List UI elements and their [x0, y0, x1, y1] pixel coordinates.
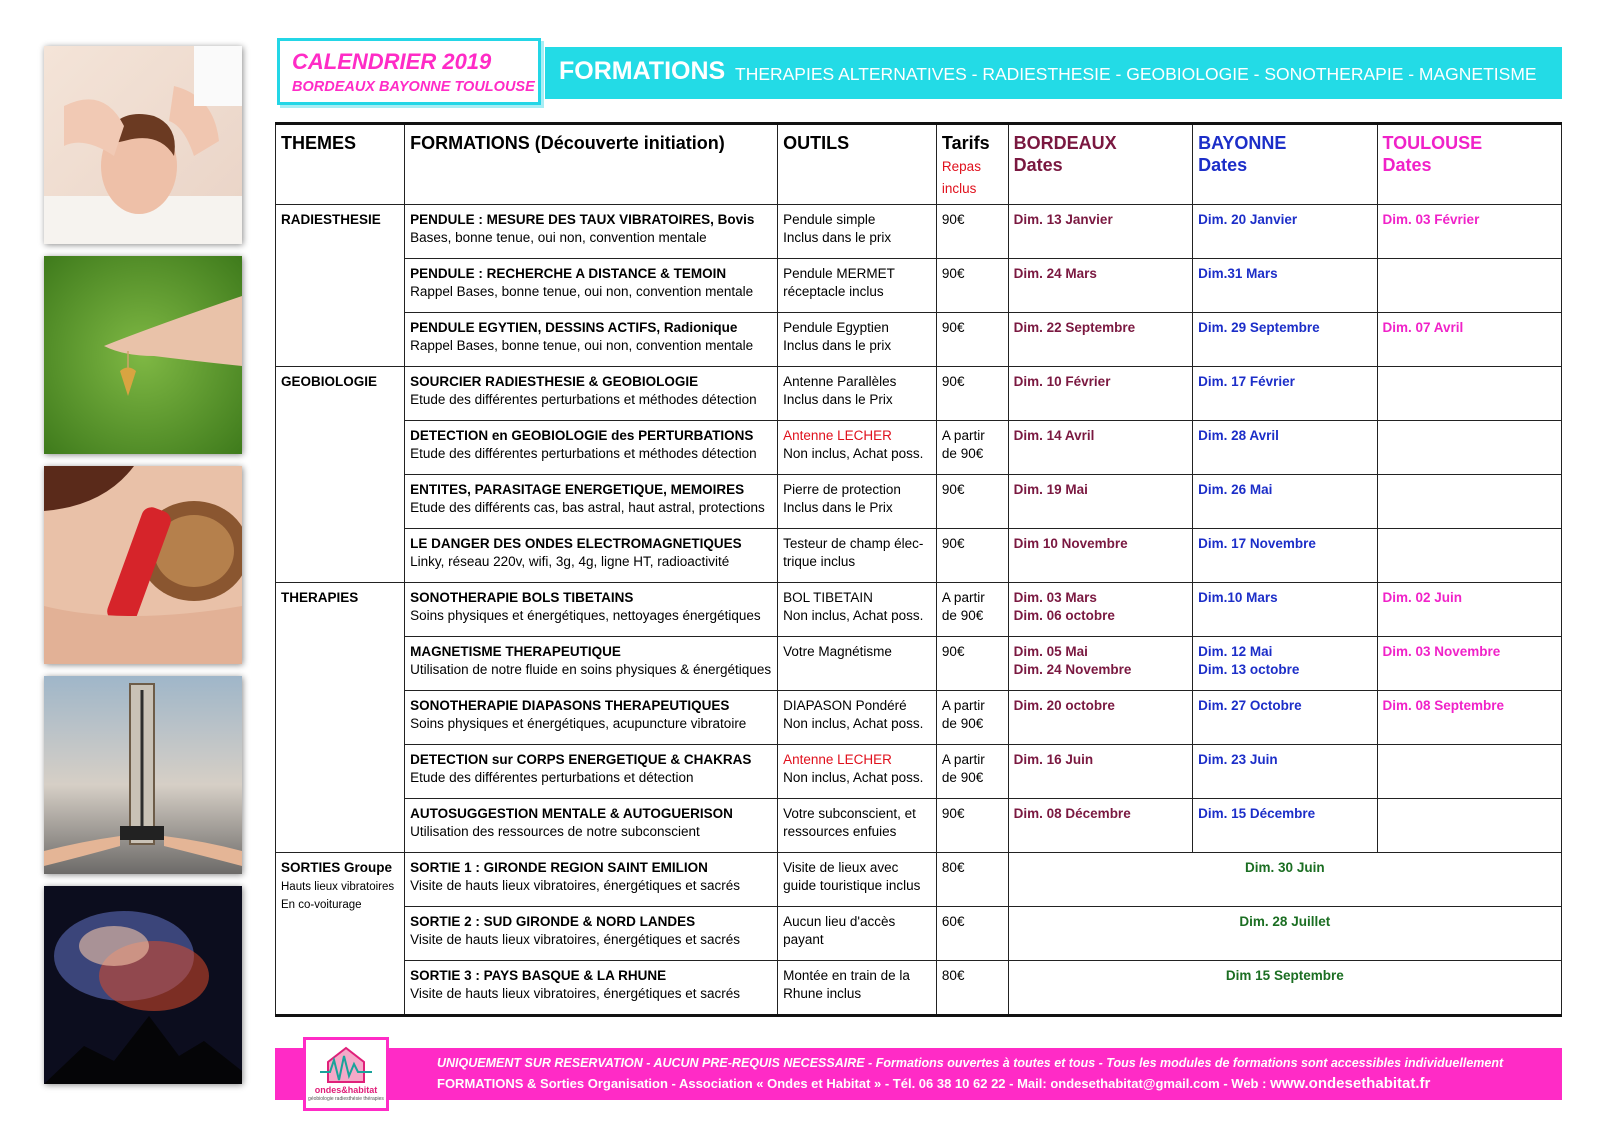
- bayonne-date-cell: [1193, 313, 1377, 367]
- table-row: [276, 637, 1562, 691]
- theme-geobiologie-label: GEOBIOLOGIE: [281, 374, 378, 389]
- tool-note: Non inclus, Achat poss.: [783, 608, 924, 623]
- price-value: A partir: [941, 428, 985, 443]
- header-toulouse-label: TOULOUSE: [1382, 133, 1483, 153]
- bayonne-date-cell: [1193, 529, 1377, 583]
- table-row: [276, 259, 1562, 313]
- footer-banner: [275, 1048, 1562, 1100]
- price-value: 90€: [941, 212, 965, 227]
- tool-name: Antenne LECHER: [783, 752, 892, 767]
- ondes-habitat-logo: [303, 1037, 389, 1111]
- bordeaux-date-cell: [1008, 205, 1192, 259]
- bayonne-date: Dim. 23 Juin: [1198, 752, 1278, 767]
- formation-cell: [405, 691, 778, 745]
- formation-desc: Etude des différentes perturbations et méthodes détection: [410, 392, 757, 407]
- toulouse-date: Dim. 08 Septembre: [1382, 698, 1505, 713]
- price-cell: [936, 421, 1008, 475]
- formation-title: AUTOSUGGESTION MENTALE & AUTOGUERISON: [410, 806, 733, 821]
- bayonne-date-cell: [1193, 637, 1377, 691]
- bayonne-date: Dim.31 Mars: [1198, 266, 1278, 281]
- price-value: 90€: [941, 320, 965, 335]
- table-row: [276, 799, 1562, 853]
- sortie-date: Dim. 30 Juin: [1245, 860, 1325, 875]
- sortie-desc: Visite de hauts lieux vibratoires, énergétiques et sacrés: [410, 878, 741, 893]
- logo-name: ondes&habitat: [314, 1085, 378, 1095]
- tool-cell: [778, 691, 937, 745]
- formation-title: DETECTION sur CORPS ENERGETIQUE & CHAKRAS: [410, 752, 752, 767]
- theme-sorties-note-2: En co-voiturage: [281, 899, 362, 911]
- tool-note: Inclus dans le Prix: [783, 392, 893, 407]
- table-row: [276, 475, 1562, 529]
- bordeaux-date: Dim 10 Novembre: [1013, 536, 1128, 551]
- price-cell: [936, 259, 1008, 313]
- price-cell: [936, 529, 1008, 583]
- toulouse-date: Dim. 02 Juin: [1382, 590, 1463, 605]
- formation-desc: Rappel Bases, bonne tenue, oui non, convention mentale: [410, 284, 754, 299]
- formation-cell: [405, 313, 778, 367]
- toulouse-date-cell: [1377, 799, 1561, 853]
- bordeaux-date: Dim. 08 Décembre: [1013, 806, 1131, 821]
- price-cell: [936, 205, 1008, 259]
- sortie-cell: [405, 853, 778, 907]
- sortie-desc: Visite de hauts lieux vibratoires, énergétiques et sacrés: [410, 986, 741, 1001]
- toulouse-date-cell: [1377, 637, 1561, 691]
- sortie-price: 80€: [941, 968, 965, 983]
- formation-title: SONOTHERAPIE DIAPASONS THERAPEUTIQUES: [410, 698, 730, 713]
- bordeaux-date: Dim. 24 Mars: [1013, 266, 1097, 281]
- bordeaux-date: Dim. 22 Septembre: [1013, 320, 1136, 335]
- toulouse-date-cell: [1377, 745, 1561, 799]
- sortie-cell: [405, 961, 778, 1016]
- formation-title: PENDULE : RECHERCHE A DISTANCE & TEMOIN: [410, 266, 727, 281]
- toulouse-date-cell: [1377, 259, 1561, 313]
- calendar-title: CALENDRIER 2019: [292, 49, 492, 74]
- sortie-desc: Visite de hauts lieux vibratoires, énergétiques et sacrés: [410, 932, 741, 947]
- sortie-tool: Visite de lieux avec: [783, 860, 899, 875]
- bayonne-date: Dim. 28 Avril: [1198, 428, 1279, 443]
- tool-name: Antenne LECHER: [783, 428, 892, 443]
- bayonne-date-2: Dim. 13 octobre: [1198, 662, 1300, 677]
- price-value: 90€: [941, 536, 965, 551]
- header-toulouse-dates: Dates: [1382, 155, 1432, 175]
- sortie-title: SORTIE 2 : SUD GIRONDE & NORD LANDES: [410, 914, 696, 929]
- header-bayonne-label: BAYONNE: [1198, 133, 1287, 153]
- price-cell: [936, 637, 1008, 691]
- bordeaux-date-cell: [1008, 799, 1192, 853]
- tool-note: Inclus dans le prix: [783, 338, 892, 353]
- photo-pendulum: [44, 256, 242, 454]
- header-bayonne-dates: Dates: [1198, 155, 1248, 175]
- formation-title: SOURCIER RADIESTHESIE & GEOBIOLOGIE: [410, 374, 699, 389]
- table-row: [276, 691, 1562, 745]
- bayonne-date-cell: [1193, 691, 1377, 745]
- bordeaux-date: Dim. 19 Mai: [1013, 482, 1088, 497]
- price-cell: [936, 475, 1008, 529]
- photo-singing-bowl: [44, 466, 242, 664]
- bordeaux-date: Dim. 13 Janvier: [1013, 212, 1113, 227]
- formation-desc: Rappel Bases, bonne tenue, oui non, convention mentale: [410, 338, 754, 353]
- footer-reservation-note: UNIQUEMENT SUR RESERVATION - AUCUN PRE-REQUIS NECESSAIRE - Formations ouvertes à toutes et tous - Tous les modules de formations sont accessibles individuellement: [437, 1056, 1504, 1070]
- formation-desc: Utilisation de notre fluide en soins physiques & énergétiques: [410, 662, 772, 677]
- tool-note: Non inclus, Achat poss.: [783, 446, 924, 461]
- formation-desc: Etude des différentes perturbations et méthodes détection: [410, 446, 757, 461]
- sortie-row: [276, 961, 1562, 1016]
- footer-contact: [437, 1075, 1430, 1092]
- sortie-row: [276, 853, 1562, 907]
- tool-note: Inclus dans le Prix: [783, 500, 893, 515]
- formation-desc: Soins physiques et énergétiques, nettoyages énergétiques: [410, 608, 761, 623]
- table-row: [276, 421, 1562, 475]
- formation-cell: [405, 205, 778, 259]
- bayonne-date-cell: [1193, 583, 1377, 637]
- sortie-tool-cell: [778, 907, 937, 961]
- tool-name: Votre Magnétisme: [783, 644, 892, 659]
- table-row: [276, 529, 1562, 583]
- bayonne-date-cell: [1193, 205, 1377, 259]
- formation-desc: Bases, bonne tenue, oui non, convention mentale: [410, 230, 707, 245]
- photo-massage: [44, 46, 242, 244]
- tool-cell: [778, 799, 937, 853]
- price-value: A partir: [941, 698, 985, 713]
- table-row: [276, 583, 1562, 637]
- formation-cell: [405, 745, 778, 799]
- tool-cell: [778, 259, 937, 313]
- price-cell: [936, 691, 1008, 745]
- toulouse-date-cell: [1377, 313, 1561, 367]
- price-value-2: de 90€: [941, 770, 984, 785]
- sortie-date: Dim 15 Septembre: [1225, 968, 1344, 983]
- price-value-2: de 90€: [941, 608, 984, 623]
- sortie-price: 60€: [941, 914, 965, 929]
- bayonne-date: Dim. 17 Novembre: [1198, 536, 1316, 551]
- price-value: 90€: [941, 644, 965, 659]
- sortie-title: SORTIE 3 : PAYS BASQUE & LA RHUNE: [410, 968, 667, 983]
- header-toulouse: [1377, 124, 1561, 205]
- bordeaux-date-cell: [1008, 691, 1192, 745]
- footer-website-link[interactable]: www.ondesethabitat.fr: [1270, 1075, 1431, 1092]
- bayonne-date: Dim. 17 Février: [1198, 374, 1295, 389]
- toulouse-date-cell: [1377, 421, 1561, 475]
- bordeaux-date-2: Dim. 06 octobre: [1013, 608, 1115, 623]
- header-tarifs: [936, 124, 1008, 205]
- sortie-price-cell: [936, 853, 1008, 907]
- formation-title: PENDULE EGYTIEN, DESSINS ACTIFS, Radionique: [410, 320, 738, 335]
- tool-cell: [778, 313, 937, 367]
- header-themes: THEMES: [276, 124, 405, 205]
- header-bordeaux-label: BORDEAUX: [1013, 133, 1117, 153]
- formation-title: SONOTHERAPIE BOLS TIBETAINS: [410, 590, 634, 605]
- formation-cell: [405, 637, 778, 691]
- tool-cell: [778, 367, 937, 421]
- header-outils: OUTILS: [778, 124, 937, 205]
- tool-name: Pendule Egyptien: [783, 320, 889, 335]
- tool-cell: [778, 637, 937, 691]
- sortie-date: Dim. 28 Juillet: [1239, 914, 1331, 929]
- tool-name: BOL TIBETAIN: [783, 590, 873, 605]
- theme-sorties-note: Hauts lieux vibratoires: [281, 881, 395, 893]
- formation-cell: [405, 583, 778, 637]
- bayonne-date-cell: [1193, 367, 1377, 421]
- price-value: A partir: [941, 752, 985, 767]
- theme-radiesthesie: [276, 205, 405, 367]
- sortie-price: 80€: [941, 860, 965, 875]
- formations-banner: [545, 47, 1562, 99]
- theme-sorties-label: SORTIES Groupe: [281, 860, 393, 875]
- price-cell: [936, 799, 1008, 853]
- formation-title: MAGNETISME THERAPEUTIQUE: [410, 644, 621, 659]
- theme-geobiologie: [276, 367, 405, 583]
- formation-cell: [405, 475, 778, 529]
- bayonne-date: Dim. 12 Mai: [1198, 644, 1273, 659]
- table-row: [276, 205, 1562, 259]
- tool-note: Inclus dans le prix: [783, 230, 892, 245]
- header-bordeaux-dates: Dates: [1013, 155, 1063, 175]
- sortie-title: SORTIE 1 : GIRONDE REGION SAINT EMILION: [410, 860, 708, 875]
- calendar-cities: BORDEAUX BAYONNE TOULOUSE: [292, 79, 535, 95]
- formation-desc: Etude des différentes perturbations et détection: [410, 770, 694, 785]
- photo-nebula: [44, 886, 242, 1084]
- schedule-table: [275, 122, 1562, 1017]
- formation-cell: [405, 799, 778, 853]
- sortie-tool-note: guide touristique inclus: [783, 878, 921, 893]
- header-bayonne: [1193, 124, 1377, 205]
- tool-cell: [778, 475, 937, 529]
- banner-main-title: FORMATIONS: [559, 57, 726, 85]
- theme-sorties: [276, 853, 405, 1016]
- tool-note: Non inclus, Achat poss.: [783, 716, 924, 731]
- sortie-date-cell: [1008, 961, 1561, 1016]
- bordeaux-date-cell: [1008, 475, 1192, 529]
- tool-cell: [778, 421, 937, 475]
- price-value-2: de 90€: [941, 716, 984, 731]
- photo-lecher-antenna: [44, 676, 242, 874]
- table-header-row: [276, 124, 1562, 205]
- bayonne-date: Dim. 27 Octobre: [1198, 698, 1302, 713]
- tool-name: Antenne Parallèles: [783, 374, 897, 389]
- tool-name: Testeur de champ élec-: [783, 536, 924, 551]
- bordeaux-date: Dim. 16 Juin: [1013, 752, 1094, 767]
- price-value: 90€: [941, 482, 965, 497]
- sortie-tool: Aucun lieu d'accès: [783, 914, 896, 929]
- table-row: [276, 313, 1562, 367]
- header-bordeaux: [1008, 124, 1192, 205]
- bayonne-date-cell: [1193, 745, 1377, 799]
- header-tarifs-label: Tarifs: [941, 133, 990, 153]
- sortie-price-cell: [936, 907, 1008, 961]
- price-cell: [936, 583, 1008, 637]
- bayonne-date: Dim. 20 Janvier: [1198, 212, 1298, 227]
- bayonne-date: Dim.10 Mars: [1198, 590, 1278, 605]
- tool-note: réceptacle inclus: [783, 284, 884, 299]
- formation-cell: [405, 367, 778, 421]
- formation-desc: Soins physiques et énergétiques, acupuncture vibratoire: [410, 716, 747, 731]
- toulouse-date-cell: [1377, 691, 1561, 745]
- bordeaux-date-cell: [1008, 637, 1192, 691]
- house-wave-icon: [306, 1042, 386, 1086]
- bayonne-date: Dim. 29 Septembre: [1198, 320, 1320, 335]
- bordeaux-date: Dim. 05 Mai: [1013, 644, 1088, 659]
- tool-cell: [778, 205, 937, 259]
- formation-title: DETECTION en GEOBIOLOGIE des PERTURBATIONS: [410, 428, 754, 443]
- sortie-date-cell: [1008, 907, 1561, 961]
- formation-desc: Linky, réseau 220v, wifi, 3g, 4g, ligne HT, radioactivité: [410, 554, 730, 569]
- bayonne-date-cell: [1193, 475, 1377, 529]
- theme-therapies-label: THERAPIES: [281, 590, 359, 605]
- bayonne-date: Dim. 26 Mai: [1198, 482, 1273, 497]
- tool-cell: [778, 745, 937, 799]
- price-value: 90€: [941, 374, 965, 389]
- sortie-tool-cell: [778, 853, 937, 907]
- price-value-2: de 90€: [941, 446, 984, 461]
- logo-subtitle: géobiologie radiesthésie thérapies: [308, 1096, 384, 1102]
- formation-cell: [405, 421, 778, 475]
- formation-title: PENDULE : MESURE DES TAUX VIBRATOIRES, Bovis: [410, 212, 755, 227]
- calendar-box: [277, 38, 541, 105]
- tool-name: DIAPASON Pondéré: [783, 698, 907, 713]
- toulouse-date: Dim. 07 Avril: [1382, 320, 1464, 335]
- banner-subtitle: THERAPIES ALTERNATIVES - RADIESTHESIE - GEOBIOLOGIE - SONOTHERAPIE - MAGNETISME: [735, 64, 1537, 84]
- bordeaux-date-cell: [1008, 529, 1192, 583]
- tool-name: Votre subconscient, et: [783, 806, 916, 821]
- header-formations: FORMATIONS (Découverte initiation): [405, 124, 778, 205]
- sortie-price-cell: [936, 961, 1008, 1016]
- toulouse-date: Dim. 03 Novembre: [1382, 644, 1501, 659]
- bordeaux-date-cell: [1008, 259, 1192, 313]
- table-row: [276, 745, 1562, 799]
- bordeaux-date-cell: [1008, 745, 1192, 799]
- sortie-tool-cell: [778, 961, 937, 1016]
- price-value: 90€: [941, 806, 965, 821]
- toulouse-date-cell: [1377, 475, 1561, 529]
- sortie-tool-note: Rhune inclus: [783, 986, 862, 1001]
- header-tarifs-note: Repas inclus: [941, 159, 981, 196]
- bayonne-date: Dim. 15 Décembre: [1198, 806, 1316, 821]
- table-row: [276, 367, 1562, 421]
- formation-desc: Utilisation des ressources de notre subconscient: [410, 824, 700, 839]
- bayonne-date-cell: [1193, 259, 1377, 313]
- sortie-cell: [405, 907, 778, 961]
- sortie-tool: Montée en train de la: [783, 968, 910, 983]
- bordeaux-date-cell: [1008, 421, 1192, 475]
- formation-desc: Etude des différents cas, bas astral, haut astral, protections: [410, 500, 765, 515]
- price-cell: [936, 745, 1008, 799]
- formation-title: ENTITES, PARASITAGE ENERGETIQUE, MEMOIRES: [410, 482, 745, 497]
- tool-name: Pendule MERMET: [783, 266, 895, 281]
- tool-note: trique inclus: [783, 554, 856, 569]
- footer-contact-text: FORMATIONS & Sorties Organisation - Association « Ondes et Habitat » - Tél. 06 38 10 62 22 - Mail: ondesethabitat@gmail.com - Web :: [437, 1076, 1271, 1091]
- tool-note: ressources enfuies: [783, 824, 897, 839]
- tool-cell: [778, 583, 937, 637]
- sortie-date-cell: [1008, 853, 1561, 907]
- price-cell: [936, 313, 1008, 367]
- price-value: A partir: [941, 590, 985, 605]
- toulouse-date-cell: [1377, 583, 1561, 637]
- tool-name: Pendule simple: [783, 212, 876, 227]
- tool-name: Pierre de protection: [783, 482, 901, 497]
- bayonne-date-cell: [1193, 799, 1377, 853]
- theme-therapies: [276, 583, 405, 853]
- toulouse-date-cell: [1377, 367, 1561, 421]
- formation-cell: [405, 529, 778, 583]
- toulouse-date: Dim. 03 Février: [1382, 212, 1480, 227]
- bordeaux-date: Dim. 10 Février: [1013, 374, 1111, 389]
- toulouse-date-cell: [1377, 205, 1561, 259]
- bordeaux-date-cell: [1008, 583, 1192, 637]
- tool-note: Non inclus, Achat poss.: [783, 770, 924, 785]
- formation-cell: [405, 259, 778, 313]
- sortie-tool-note: payant: [783, 932, 824, 947]
- price-cell: [936, 367, 1008, 421]
- theme-radiesthesie-label: RADIESTHESIE: [281, 212, 381, 227]
- toulouse-date-cell: [1377, 529, 1561, 583]
- price-value: 90€: [941, 266, 965, 281]
- bordeaux-date-cell: [1008, 367, 1192, 421]
- bordeaux-date: Dim. 20 octobre: [1013, 698, 1115, 713]
- sortie-row: [276, 907, 1562, 961]
- formation-title: LE DANGER DES ONDES ELECTROMAGNETIQUES: [410, 536, 742, 551]
- bordeaux-date-2: Dim. 24 Novembre: [1013, 662, 1132, 677]
- bordeaux-date-cell: [1008, 313, 1192, 367]
- bayonne-date-cell: [1193, 421, 1377, 475]
- bordeaux-date: Dim. 03 Mars: [1013, 590, 1097, 605]
- bordeaux-date: Dim. 14 Avril: [1013, 428, 1095, 443]
- tool-cell: [778, 529, 937, 583]
